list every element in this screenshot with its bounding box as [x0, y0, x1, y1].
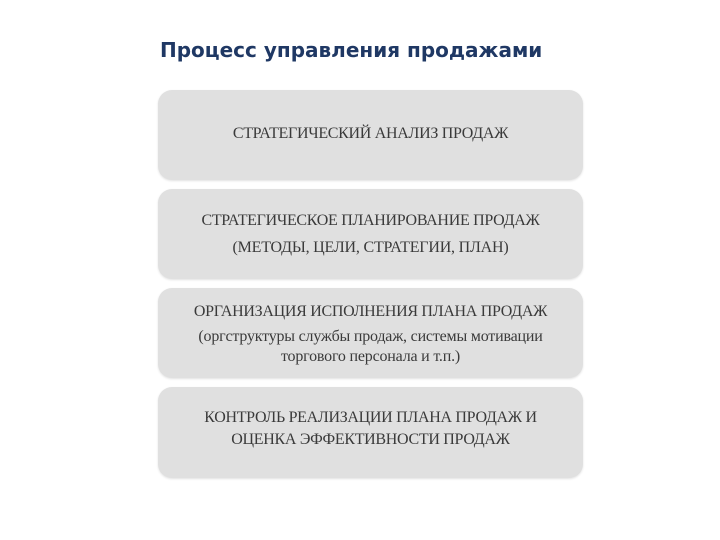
page-title: Процесс управления продажами — [160, 38, 543, 62]
process-steps — [158, 90, 583, 487]
step-heading: СТРАТЕГИЧЕСКИЙ АНАЛИЗ ПРОДАЖ — [232, 125, 509, 142]
step-control-evaluation — [158, 387, 583, 478]
step-strategic-analysis — [158, 90, 583, 180]
step-detail: (оргструктуры службы продаж, системы мотивации торгового персонала и т.п.) — [198, 328, 543, 365]
step-heading: КОНТРОЛЬ РЕАЛИЗАЦИИ ПЛАНА ПРОДАЖ И ОЦЕНКА ЭФФЕКТИВНОСТИ ПРОДАЖ — [204, 409, 537, 448]
step-heading: ОРГАНИЗАЦИЯ ИСПОЛНЕНИЯ ПЛАНА ПРОДАЖ — [193, 303, 548, 320]
step-detail: (МЕТОДЫ, ЦЕЛИ, СТРАТЕГИИ, ПЛАН) — [232, 239, 509, 256]
step-strategic-planning — [158, 189, 583, 279]
step-heading: СТРАТЕГИЧЕСКОЕ ПЛАНИРОВАНИЕ ПРОДАЖ — [201, 212, 540, 229]
step-plan-execution — [158, 288, 583, 378]
